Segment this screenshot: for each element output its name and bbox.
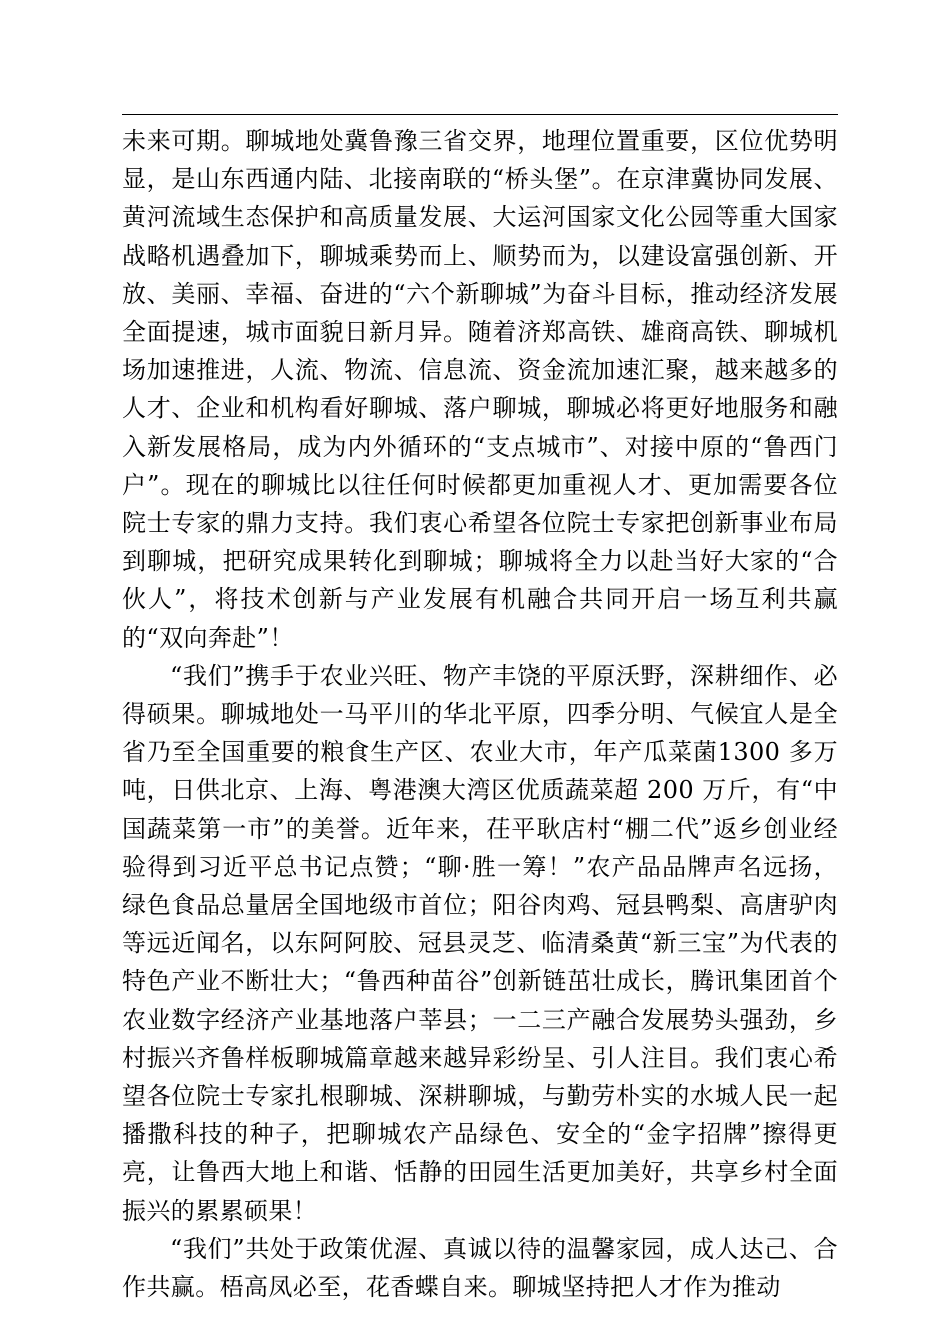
paragraph-policy: “我们”共处于政策优渥、真诚以待的温馨家园，成人达己、合作共赢。梧高凤必至，花香蝶自来。聊城坚持把人才作为推动 <box>122 1234 838 1302</box>
paragraph-continuation: 未来可期。聊城地处冀鲁豫三省交界，地理位置重要，区位优势明显，是山东西通内陆、北接南联的“桥头堡”。在京津冀协同发展、黄河流域生态保护和高质量发展、大运河国家文化公园等重大国家战略机遇叠加下，聊城乘势而上、顺势而为，以建设富强创新、开放、美丽、幸福、奋进的“六个新聊城”为奋斗目标，推动经济发展全面提速，城市面貌日新月异。随着济郑高铁、雄商高铁、聊城机场加速推进，人流、物流、信息流、资金流加速汇聚，越来越多的人才、企业和机构看好聊城、落户聊城，聊城必将更好地服务和融入新发展格局，成为内外循环的“支点城市”、对接中原的“鲁西门户”。现在的聊城比以往任何时候都更加重视人才、更加需要各位院士专家的鼎力支持。我们衷心希望各位院士专家把创新事业布局到聊城，把研究成果转化到聊城；聊城将全力以赴当好大家的“合伙人”，将技术创新与产业发展有机融合共同开启一场互利共赢的“双向奔赴”！ <box>122 127 838 652</box>
body-text <box>122 122 838 1306</box>
paragraph-agriculture: “我们”携手于农业兴旺、物产丰饶的平原沃野，深耕细作、必得硕果。聊城地处一马平川的华北平原，四季分明、气候宜人是全省乃至全国重要的粮食生产区、农业大市，年产瓜菜菌1300 多万吨，日供北京、上海、粤港澳大湾区优质蔬菜超 200 万斤，有“中国蔬菜第一市”的美誉。近年来，茌平耿店村“棚二代”返乡创业经验得到习近平总书记点赞；“聊·胜一筹！”农产品品牌声名远扬，绿色食品总量居全国地级市首位；阳谷肉鸡、冠县鸭梨、高唐驴肉等远近闻名，以东阿阿胶、冠县灵芝、临清桑黄“新三宝”为代表的特色产业不断壮大；“鲁西种苗谷”创新链茁壮成长，腾讯集团首个农业数字经济产业基地落户莘县；一二三产融合发展势头强劲，乡村振兴齐鲁样板聊城篇章越来越异彩纷呈、引人注目。我们衷心希望各位院士专家扎根聊城、深耕聊城，与勤劳朴实的水城人民一起播撒科技的种子，把聊城农产品绿色、安全的“金字招牌”擦得更亮，让鲁西大地上和谐、恬静的田园生活更加美好，共享乡村全面振兴的累累硕果！ <box>122 661 838 1225</box>
header-rule <box>122 114 838 115</box>
